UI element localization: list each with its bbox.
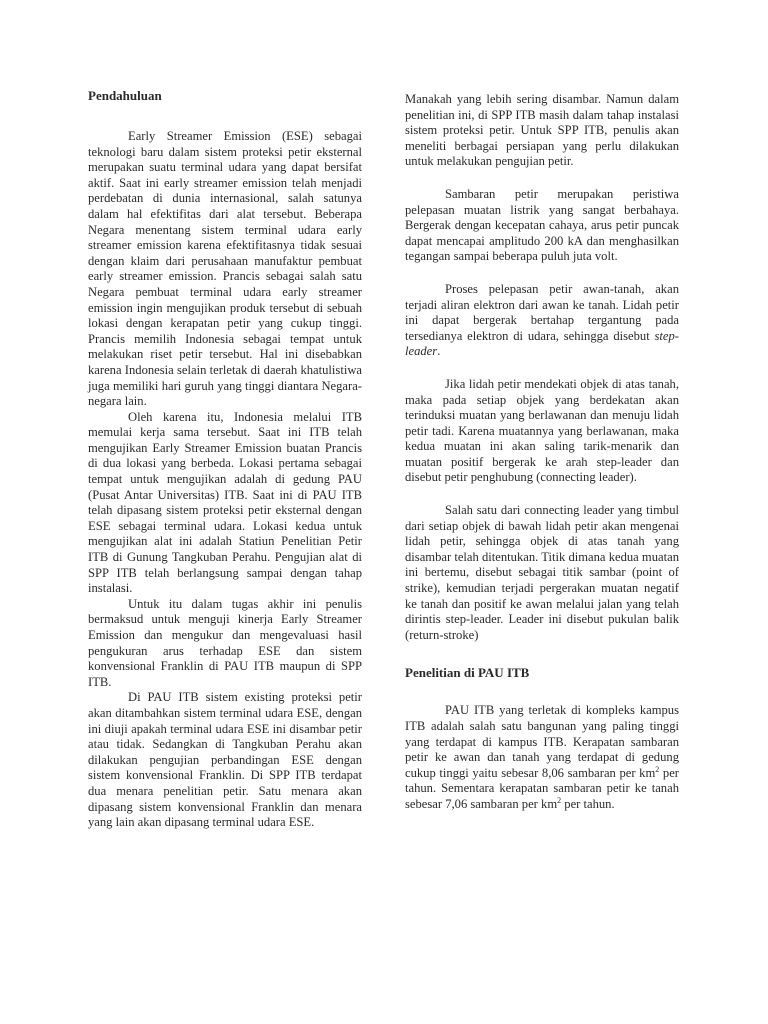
superscript: 2	[557, 795, 562, 805]
right-column	[405, 92, 679, 813]
paragraph	[405, 282, 679, 360]
section-heading-pendahuluan: Pendahuluan	[88, 88, 162, 103]
paragraph	[405, 703, 679, 812]
paragraph: Oleh karena itu, Indonesia melalui ITB memulai kerja sama tersebut. Saat ini ITB telah mengujikan Early Streamer Emission buatan Prancis di dua lokasi yang berbeda. Lokasi pertama sebagai tempat untuk mengujikan adalah di gedung PAU (Pusat Antar Universitas) ITB. Saat ini di PAU ITB telah dipasang sistem proteksi petir eksternal dengan ESE sebagai terminal udara. Lokasi kedua untuk mengujikan alat ini adalah Statiun Penelitian Petir ITB di Gunung Tangkuban Perahu. Pengujian alat di SPP ITB telah berlangsung sampai dengan tahap instalasi.	[88, 409, 362, 596]
paragraph: Jika lidah petir mendekati objek di atas tanah, maka pada setiap objek yang berdekatan akan terinduksi muatan yang berlawanan dan menuju lidah petir tadi. Karena muatannya yang berlawanan, maka kedua muatan ini akan saling tarik-menarik dan muatan positif bergerak ke arah step-leader dan disebut petir penghubung (connecting leader).	[405, 376, 679, 485]
paragraph-text: per tahun. Sementara kerapatan sambaran petir ke tanah sebesar 7,06 sambaran per km	[405, 765, 679, 811]
paragraph-text: Proses pelepasan petir awan-tanah, akan terjadi aliran elektron dari awan ke tanah. Lidah petir ini dapat bergerak bertahap tergantung pada tersedianya elektron di udara, sehingga disebut	[405, 281, 679, 343]
paragraph-text: .	[437, 344, 441, 359]
paragraph: Manakah yang lebih sering disambar. Namun dalam penelitian ini, di SPP ITB masih dalam tahap instalasi sistem proteksi petir. Untuk SPP ITB, penulis akan meneliti berbagai persiapan yang perlu dilakukan untuk melakukan pengujian petir.	[405, 92, 679, 169]
paragraph: Untuk itu dalam tugas akhir ini penulis bermaksud untuk menguji kinerja Early Streamer Emission dan mengukur dan mengevaluasi hasil pengukuran arus terhadap ESE dan sistem konvensional Franklin di PAU ITB maupun di SPP ITB.	[88, 596, 362, 689]
superscript: 2	[655, 764, 660, 774]
paragraph-text: per tahun.	[561, 796, 615, 811]
paragraph-text: PAU ITB yang terletak di kompleks kampus ITB adalah salah satu bangunan yang paling tinggi yang terdapat di kampus ITB. Kerapatan sambaran petir ke awan dan tanah yang terdapat di gedung cukup tinggi yaitu sebesar 8,06 sambaran per km	[405, 703, 679, 780]
paragraph: Salah satu dari connecting leader yang timbul dari setiap objek di bawah lidah petir akan mengenai lidah petir, sehingga objek di atas tanah yang disambar telah ditentukan. Titik dimana kedua muatan ini bertemu, disebut sebagai titik sambar (point of strike), kemudian terjadi pergerakan muatan negatif ke tanah dan positif ke awan melalui jalan yang telah dirintis step-leader. Leader ini disebut pukulan balik (return-stroke)	[405, 503, 679, 642]
italic-term: step-leader	[405, 328, 679, 359]
paragraph: Sambaran petir merupakan peristiwa pelepasan muatan listrik yang sangat berbahaya. Bergerak dengan kecepatan cahaya, arus petir puncak dapat mencapai amplitudo 200 kA dan menghasilkan tegangan sampai beberapa puluh juta volt.	[405, 186, 679, 264]
section-heading-penelitian: Penelitian di PAU ITB	[405, 665, 530, 681]
paragraph: Early Streamer Emission (ESE) sebagai teknologi baru dalam sistem proteksi petir eksternal merupakan suatu terminal udara yang dapat bersifat aktif. Saat ini early streamer emission telah menjadi perdebatan di dunia internasional, salah satunya dalam hal efektifitas dari alat tersebut. Beberapa Negara menentang sistem terminal udara early streamer emission karena efektifitasnya tidak sesuai dengan klaim dari perusahaan manufaktur pembuat early streamer emission. Prancis sebagai salah satu Negara pembuat terminal udara early streamer emission ingin mengujikan produk tersebut di sebuah lokasi dengan kerapatan petir yang cukup tinggi. Prancis memilih Indonesia sebagai tempat untuk melakukan riset petir tersebut. Hal ini disebabkan karena Indonesia selain terletak di daerah khatulistiwa juga memiliki hari guruh yang tinggi diantara Negara-negara lain.	[88, 129, 362, 409]
left-column	[88, 88, 362, 831]
paragraph: Di PAU ITB sistem existing proteksi petir akan ditambahkan sistem terminal udara ESE, dengan ini diuji apakah terminal udara ESE ini disambar petir atau tidak. Sedangkan di Tangkuban Perahu akan dilakukan pengujian perbandingan ESE dengan sistem konvensional Franklin. Di SPP ITB terdapat dua menara penelitian petir. Satu menara akan dipasang sistem konvensional Franklin dan menara yang lain akan dipasang terminal udara ESE.	[88, 690, 362, 830]
